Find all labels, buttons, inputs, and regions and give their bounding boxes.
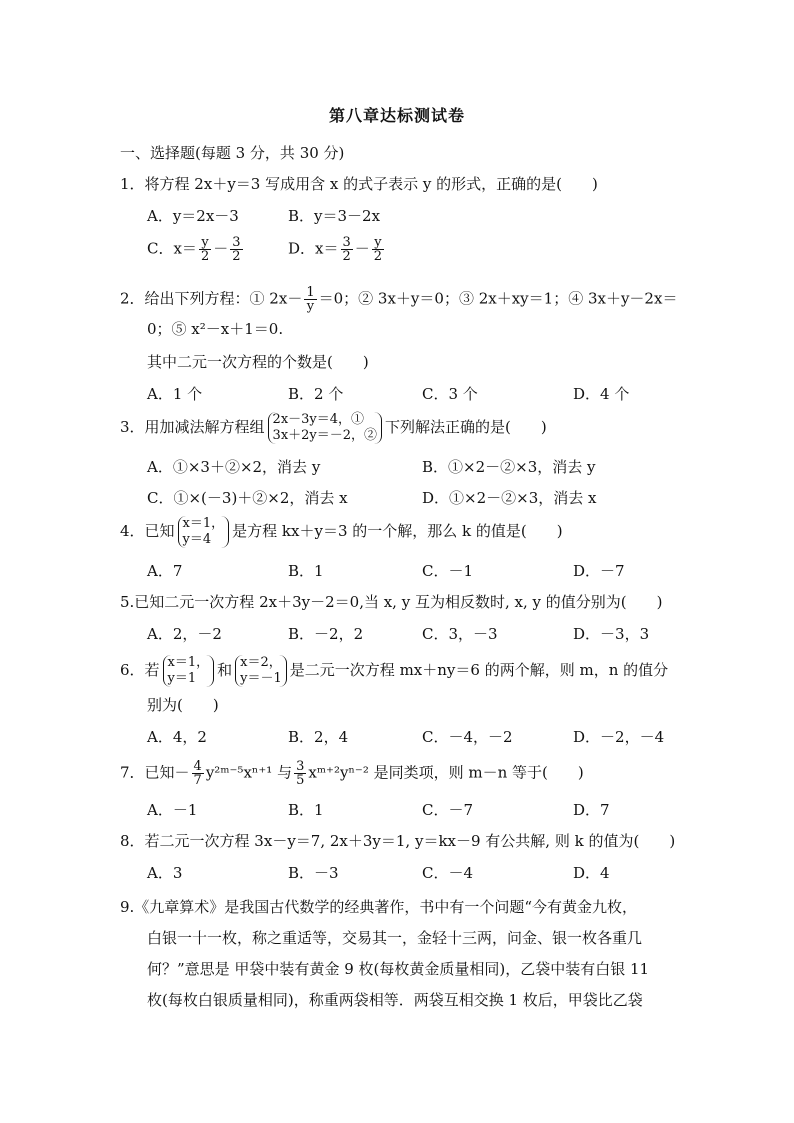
fraction-3-over-2: $\frac{3}{2}$ <box>342 235 351 264</box>
question-9-line-1: 9.《九章算术》是我国古代数学的经典著作，书中有一个问题“今有黄金九枚， <box>120 898 637 916</box>
fraction-1-denominator: 7 <box>193 773 202 788</box>
question-4-prefix: 4．已知 <box>120 522 175 540</box>
question-6-line-1 <box>120 655 668 687</box>
question-7-option-a[interactable]: A．－1 <box>147 801 198 819</box>
question-4-suffix: 是方程 kx＋y＝3 的一个解，那么 k 的值是( ) <box>232 522 563 540</box>
system-equation-1: x＝1， <box>182 516 225 531</box>
equation-system <box>268 412 383 444</box>
question-3-prefix: 3．用加减法解方程组 <box>120 418 265 436</box>
question-6-conjunction: 和 <box>217 661 233 679</box>
question-3-stem <box>120 412 547 444</box>
question-6-option-b[interactable]: B．2，4 <box>288 728 349 746</box>
page-title: 第八章达标测试卷 <box>328 106 465 125</box>
fraction-y-over-2: $\frac{y}{2}$ <box>373 235 383 264</box>
question-1-option-d[interactable]: D．x＝ $\frac{3}{2}$ － $\frac{y}{2}$ <box>288 235 383 264</box>
question-1-option-a[interactable]: A．y＝2x－3 <box>147 207 239 225</box>
question-2-part-b: ＝0；② 3x＋y＝0；③ 2x＋xy＝1；④ 3x＋y－2x＝ <box>318 289 678 308</box>
question-7-option-c[interactable]: C．－7 <box>422 801 474 819</box>
question-2-line-1 <box>120 286 677 313</box>
question-1-stem: 1．将方程 2x＋y＝3 写成用含 x 的式子表示 y 的形式，正确的是( ) <box>120 175 598 193</box>
question-4-stem <box>120 516 563 548</box>
question-5-option-d[interactable]: D．－3，3 <box>573 625 650 643</box>
question-9-line-2: 白银一十一枚，称之重适等，交易其一，金轻十三两，问金、银一枚各重几 <box>147 929 643 947</box>
question-3-option-b[interactable]: B．①×2－②×3，消去 y <box>422 458 596 476</box>
question-7-stem <box>120 760 584 787</box>
question-6-option-d[interactable]: D．－2，－4 <box>573 728 665 746</box>
fraction-2-numerator: 3 <box>296 759 305 774</box>
question-2-line-2: 0；⑤ x²－x＋1＝0. <box>147 320 284 338</box>
question-8-option-b[interactable]: B．－3 <box>288 864 339 882</box>
question-5-option-a[interactable]: A．2，－2 <box>147 625 222 643</box>
question-6-line-2: 别为( ) <box>147 696 219 714</box>
equation-system-2 <box>235 655 287 687</box>
question-7-prefix: 7．已知－ <box>120 763 190 782</box>
fraction-1-over-y: $\frac{1}{y}$ <box>306 285 315 314</box>
question-1-option-b[interactable]: B．y＝3－2x <box>288 207 381 225</box>
question-5-stem: 5.已知二元一次方程 2x＋3y－2＝0,当 x, y 互为相反数时, x, y 的值分别为( ) <box>120 593 663 611</box>
question-9-line-3: 何？”意思是 甲袋中装有黄金 9 枚(每枚黄金质量相同)，乙袋中装有白银 11 <box>147 960 650 978</box>
equation-system-1 <box>163 655 215 687</box>
question-6-suffix: 是二元一次方程 mx＋ny＝6 的两个解，则 m，n 的值分 <box>289 661 669 679</box>
system-1-equation-2: y＝1 <box>167 671 197 686</box>
question-7-term-1: y²ᵐ⁻⁵xⁿ⁺¹ 与 <box>205 763 293 782</box>
question-8-stem: 8．若二元一次方程 3x－y＝7, 2x＋3y＝1, y＝kx－9 有公共解, 则 k 的值为( ) <box>120 832 676 850</box>
question-2-option-d[interactable]: D．4 个 <box>573 385 630 403</box>
option-d-prefix: D．x＝ <box>288 239 339 258</box>
section-heading: 一、选择题(每题 3 分，共 30 分) <box>120 144 345 162</box>
question-3-option-a[interactable]: A．①×3＋②×2，消去 y <box>147 458 321 476</box>
question-3-suffix: 下列解法正确的是( ) <box>385 418 547 436</box>
question-2-line-3: 其中二元一次方程的个数是( ) <box>147 353 369 371</box>
question-4-option-d[interactable]: D．－7 <box>573 562 625 580</box>
fraction-1-numerator: 4 <box>193 759 202 774</box>
fraction-coefficient-1 <box>192 760 204 787</box>
system-2-equation-1: x＝2， <box>240 655 282 670</box>
question-5-option-b[interactable]: B．－2，2 <box>288 625 364 643</box>
fraction-coefficient-2 <box>294 760 306 787</box>
question-5-option-c[interactable]: C．3，－3 <box>422 625 498 643</box>
system-2-equation-2: y＝－1 <box>240 671 282 686</box>
system-equation-2: 3x＋2y＝－2，② <box>272 428 378 443</box>
fraction-3-over-2: $\frac{3}{2}$ <box>232 235 241 264</box>
question-2-option-a[interactable]: A．1 个 <box>147 385 203 403</box>
question-9-line-4: 枚(每枚白银质量相同)，称重两袋相等．两袋互相交换 1 枚后，甲袋比乙袋 <box>147 991 643 1009</box>
fraction-y-over-2: $\frac{y}{2}$ <box>200 235 210 264</box>
question-2-option-c[interactable]: C．3 个 <box>422 385 478 403</box>
question-8-option-d[interactable]: D．4 <box>573 864 610 882</box>
fraction-2-denominator: 5 <box>296 773 305 788</box>
question-8-option-a[interactable]: A．3 <box>147 864 183 882</box>
system-equation-2: y＝4 <box>182 532 212 547</box>
option-c-prefix: C．x＝ <box>147 239 197 258</box>
question-6-option-c[interactable]: C．－4，－2 <box>422 728 513 746</box>
question-6-option-a[interactable]: A．4，2 <box>147 728 207 746</box>
question-3-option-c[interactable]: C．①×(－3)＋②×2，消去 x <box>147 489 348 507</box>
system-equation-1: 2x－3y＝4，① <box>272 412 365 427</box>
question-7-option-b[interactable]: B．1 <box>288 801 324 819</box>
question-7-option-d[interactable]: D．7 <box>573 801 610 819</box>
question-4-option-b[interactable]: B．1 <box>288 562 324 580</box>
question-1-option-c[interactable]: C．x＝ $\frac{y}{2}$ － $\frac{3}{2}$ <box>147 235 241 264</box>
question-8-option-c[interactable]: C．－4 <box>422 864 474 882</box>
question-3-option-d[interactable]: D．①×2－②×3，消去 x <box>422 489 597 507</box>
question-7-term-2: xᵐ⁺²yⁿ⁻² 是同类项，则 m－n 等于( ) <box>308 763 584 782</box>
system-1-equation-1: x＝1， <box>167 655 210 670</box>
question-4-option-a[interactable]: A．7 <box>147 562 183 580</box>
question-6-prefix: 6．若 <box>120 661 160 679</box>
question-2-option-b[interactable]: B．2 个 <box>288 385 344 403</box>
question-2-part-a: 2．给出下列方程：① 2x－ <box>120 289 303 308</box>
equation-system <box>178 516 230 548</box>
question-4-option-c[interactable]: C．－1 <box>422 562 474 580</box>
